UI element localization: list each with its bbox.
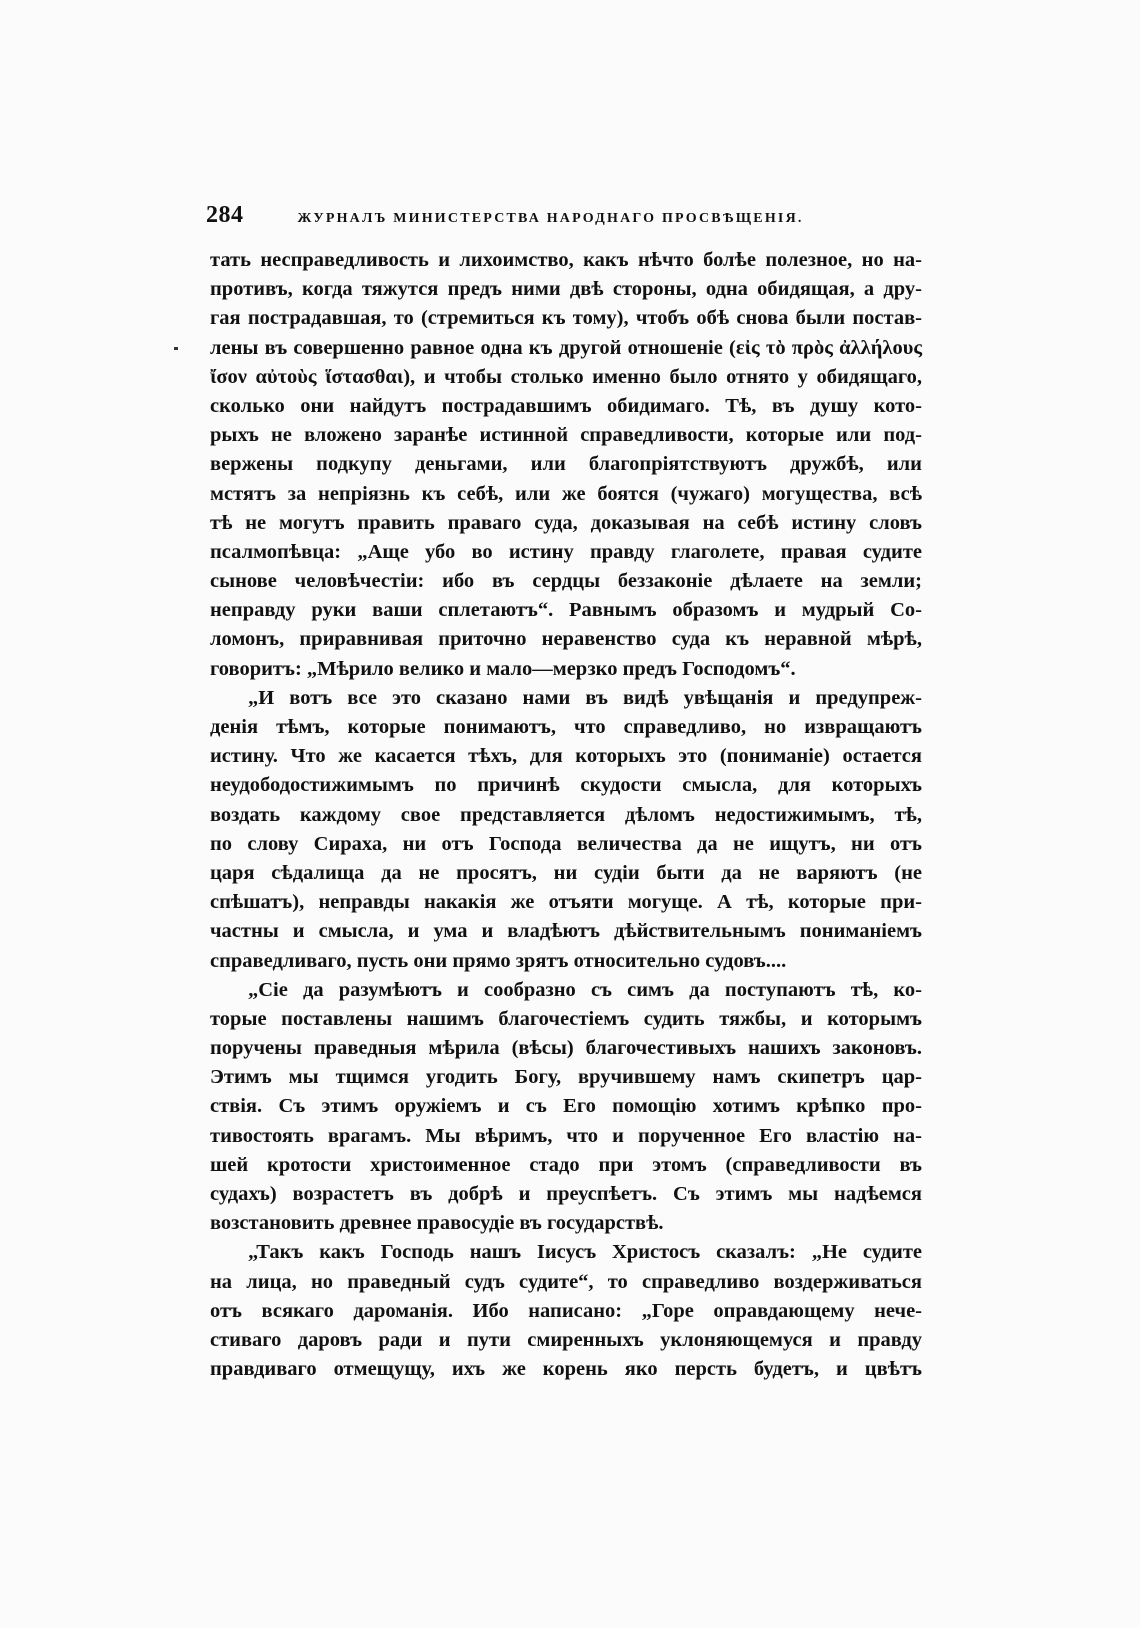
text-line: гая пострадавшая, то (стремиться къ тому), чтобъ обѣ снова были постав- [210, 307, 922, 330]
text-line: лены въ совершенно равное одна къ другой отношеніе (εἰς τὸ πρὸς ἀλλήλους [210, 336, 922, 359]
page-header [206, 202, 916, 232]
text-line: тѣ не могутъ править праваго суда, доказывая на себѣ истину словъ [210, 511, 922, 534]
text-line: ствія. Съ этимъ оружіемъ и съ Его помощію хотимъ крѣпко про- [210, 1095, 922, 1118]
margin-mark [174, 347, 178, 350]
text-line: отъ всякаго дароманія. Ибо написано: „Горе оправдающему нече- [210, 1299, 922, 1322]
text-line: сынове человѣчестіи: ибо въ сердцы беззаконіе дѣлаете на земли; [210, 570, 922, 593]
text-line: псалмопѣвца: „Аще убо во истину правду глаголете, правая судите [210, 540, 922, 563]
text-line: „И вотъ все это сказано нами въ видѣ увѣщанія и предупреж- [248, 686, 922, 709]
text-line: говоритъ: „Мѣрило велико и мало—мерзко предъ Господомъ“. [210, 657, 796, 680]
page-number: 284 [206, 202, 244, 228]
text-line: возстановить древнее правосудіе въ государствѣ. [210, 1212, 664, 1235]
text-line: тать несправедливость и лихоимство, какъ нѣчто болѣе полезное, но на- [210, 249, 922, 271]
text-line: истину. Что же касается тѣхъ, для которыхъ это (пониманіе) остается [210, 745, 922, 768]
text-line: „Сіе да разумѣютъ и сообразно съ симъ да поступаютъ тѣ, ко- [248, 978, 922, 1001]
text-line: правдиваго отмещущу, ихъ же корень яко персть будетъ, и цвѣтъ [210, 1358, 922, 1381]
text-line: неудободостижимымъ по причинѣ скудости смысла, для которыхъ [210, 774, 922, 797]
text-line: торые поставлены нашимъ благочестіемъ судить тяжбы, и которымъ [210, 1007, 922, 1030]
text-line: мстятъ за непріязнь къ себѣ, или же боятся (чужаго) могущества, всѣ [210, 482, 922, 505]
text-line: шей кротости христоименное стадо при этомъ (справедливости въ [210, 1153, 922, 1176]
text-line: противъ, когда тяжутся предъ ними двѣ стороны, одна обидящая, а дру- [210, 278, 922, 301]
text-line: на лица, но праведный судъ судите“, то справедливо воздерживаться [210, 1270, 922, 1293]
text-line: царя сѣдалища да не просятъ, ни судіи быти да не варяютъ (не [210, 861, 922, 884]
text-line: Этимъ мы тщимся угодить Богу, вручившему намъ скипетръ цар- [210, 1066, 922, 1089]
text-line: стиваго даровъ ради и пути смиренныхъ уклоняющемуся и правду [210, 1328, 922, 1351]
text-line: тивостоять врагамъ. Мы вѣримъ, что и порученное Его властію на- [210, 1124, 922, 1147]
text-line: справедливаго, пусть они прямо зрятъ относительно судовъ.... [210, 949, 787, 972]
text-line: ломонъ, приравнивая приточно неравенство суда къ неравной мѣрѣ, [210, 628, 922, 651]
text-line: денія тѣмъ, которые понимаютъ, что справедливо, но извращаютъ [210, 716, 922, 738]
text-line: частны и смысла, и ума и владѣютъ дѣйствительнымъ пониманіемъ [210, 920, 922, 943]
text-line: поручены праведныя мѣрила (вѣсы) благочестивыхъ нашихъ законовъ. [210, 1037, 922, 1060]
text-line: по слову Сираха, ни отъ Господа величества да не ищутъ, ни отъ [210, 832, 922, 855]
text-line: спѣшатъ), неправды накакія же отъяти могуще. А тѣ, которые при- [210, 891, 922, 914]
text-line: рыхъ не вложено заранѣе истинной справедливости, которые или под- [210, 424, 922, 447]
text-line: судахъ) возрастетъ въ добрѣ и преуспѣетъ. Съ этимъ мы надѣемся [210, 1183, 922, 1205]
text-line: неправду руки ваши сплетаютъ“. Равнымъ образомъ и мудрый Со- [210, 599, 922, 622]
text-line: сколько они найдутъ пострадавшимъ обидимаго. Тѣ, въ душу кото- [210, 394, 922, 417]
text-line: ἴσον αὐτοὺς ἵστασθαι), и чтобы столько именно было отнято у обидящаго, [210, 365, 922, 388]
text-line: вержены подкупу деньгами, или благопріятствуютъ дружбѣ, или [210, 453, 922, 476]
text-line: „Такъ какъ Господь нашъ Іисусъ Христосъ сказалъ: „Не судите [248, 1241, 922, 1264]
text-line: воздать каждому свое представляется дѣломъ недостижимымъ, тѣ, [210, 803, 922, 826]
body-text [210, 246, 922, 1384]
running-title: ЖУРНАЛЪ МИНИСТЕРСТВА НАРОДНАГО ПРОСВѢЩЕНІЯ. [297, 211, 804, 226]
